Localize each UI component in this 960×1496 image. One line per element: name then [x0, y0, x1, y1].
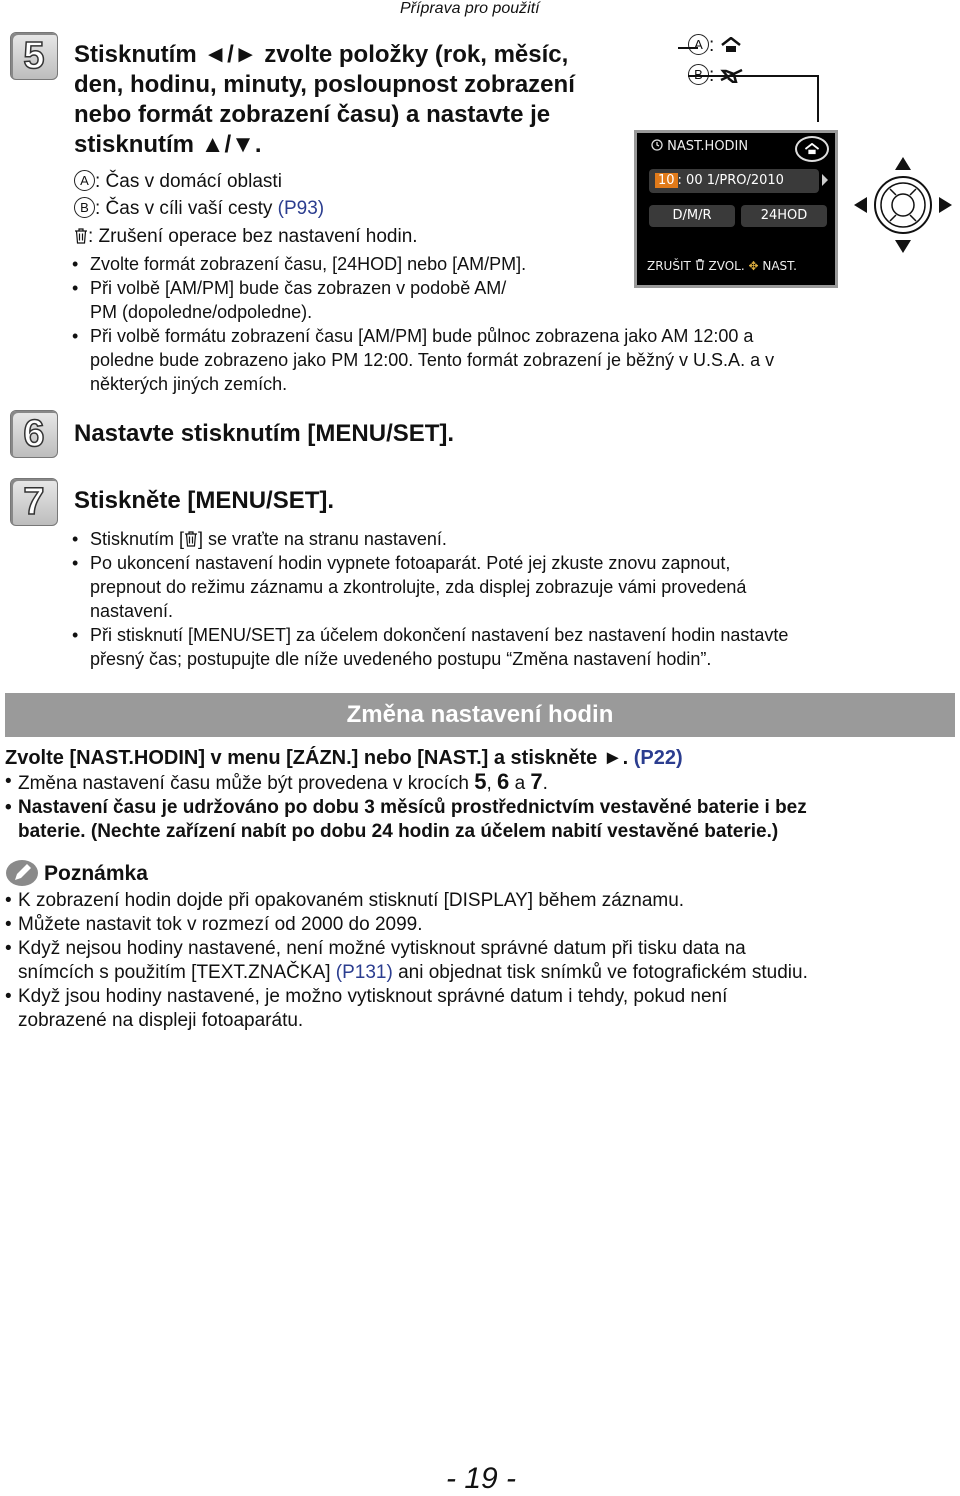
trash-icon — [695, 259, 705, 270]
bullet-text: Při volbě [AM/PM] bude čas zobrazen v podobě AM/ — [90, 278, 507, 298]
bullet-text: Když jsou hodiny nastavené, je možno vytisknout správné datum i tehdy, pokud není — [18, 986, 728, 1007]
bullet-text: K zobrazení hodin dojde při opakovaném stisknutí [DISPLAY] během záznamu. — [18, 890, 685, 911]
home-icon-highlight — [795, 136, 829, 162]
note-icon — [5, 858, 39, 888]
time-rest-field: : 00 1/PRO/2010 — [677, 173, 784, 188]
trash-icon — [184, 531, 198, 547]
page-link-p93[interactable]: (P93) — [277, 198, 325, 219]
cancel-text: : Zrušení operace bez nastavení hodin. — [88, 226, 418, 247]
list-item: • Po ukoncení nastavení hodin vypnete fotoaparát. Poté jej zkuste znovu zapnout, prepnout do režimu záznamu a zkontrolujte, zda displej zobrazuje vámi provedená nastavení. — [72, 553, 747, 621]
home-icon — [804, 143, 820, 155]
list-item: • Při stisknutí [MENU/SET] za účelem dokončení nastavení bez nastavení hodin nastavte přesný čas; postupujte dle níže uvedeného postupu “Změna nastavení hodin”. — [72, 625, 789, 669]
section-lead — [5, 746, 807, 770]
bullet-text: Když nejsou hodiny nastavené, není možné vytisknout správné datum při tisku data na — [18, 938, 746, 959]
camera-screen-title: NAST.HODIN — [667, 139, 749, 154]
step5-title-line: den, hodinu, minuty, posloupnost zobrazení — [74, 71, 575, 98]
bullet-text: Při stisknutí [MENU/SET] za účelem dokončení nastavení bez nastavení hodin nastavte — [90, 625, 789, 645]
destination-time-line — [74, 197, 324, 221]
list-item: • Stisknutím [ ] se vraťte na stranu nastavení. — [72, 529, 447, 549]
list-item: • Při volbě [AM/PM] bude čas zobrazen v podobě AM/ PM (dopoledne/odpoledne). — [72, 278, 507, 322]
bullet-text: Změna nastavení času může být provedena v krocích — [18, 773, 475, 794]
hour-field[interactable]: 10 — [655, 173, 678, 188]
bullet-text: zobrazené na displeji fotoaparátu. — [18, 1010, 304, 1031]
bullet-text: poledne bude zobrazeno jako PM 12:00. Tento formát zobrazení je běžný v U.S.A. a v — [90, 350, 775, 370]
home-time-text: : Čas v domácí oblasti — [95, 171, 282, 192]
bullet-text: přesný čas; postupujte dle níže uvedeného postupu “Změna nastavení hodin”. — [90, 649, 712, 669]
step7-bullet-list — [72, 527, 788, 671]
bullet-text: Zvolte formát zobrazení času, [24HOD] nebo [AM/PM]. — [90, 254, 527, 274]
bullet-text: ] se vraťte na stranu nastavení. — [198, 529, 447, 549]
date-order-button[interactable]: D/M/R — [649, 205, 735, 227]
datetime-row[interactable] — [649, 169, 819, 193]
select-label: ZVOL. — [708, 259, 745, 273]
label-a-icon: A — [74, 170, 95, 191]
destination-time-text: : Čas v cíli vaší cesty — [95, 198, 278, 219]
clock-icon — [651, 139, 663, 151]
step5-title-line: nebo formát zobrazení času) a nastavte je — [74, 101, 551, 128]
step-ref-6: 6 — [497, 769, 510, 794]
cancel-label: ZRUŠIT — [647, 259, 691, 273]
bullet-text: Při volbě formátu zobrazení času [AM/PM] bude půlnoc zobrazena jako AM 12:00 a — [90, 326, 754, 346]
step-number-7: 7 — [10, 478, 58, 526]
section-content — [5, 746, 807, 844]
bullet-text: snímcích s použitím [TEXT.ZNAČKA] — [18, 962, 336, 983]
camera-screen — [634, 130, 838, 288]
bullet-text: Stisknutím [ — [90, 529, 185, 549]
step5-title-line: stisknutím ▲/▼. — [74, 131, 262, 158]
time-format-button[interactable]: 24HOD — [741, 205, 827, 227]
dpad-mini-icon: ✥ — [748, 259, 759, 273]
list-item: • Můžete nastavit tok v rozmezí od 2000 do 2099. — [5, 914, 423, 935]
label-b-icon: B — [74, 197, 95, 218]
right-arrow-icon — [822, 174, 828, 186]
list-item: • Nastavení času je udržováno po dobu 3 měsíců prostřednictvím vestavěné baterie i bez baterie. (Nechte zařízení nabít po dobu 24 hodin za účelem nabití vestavěné baterie.) — [5, 797, 807, 842]
bullet-text: prepnout do režimu záznamu a zkontrolujte, zda displej zobrazuje vámi provedená — [90, 577, 747, 597]
label-a-icon: A — [688, 34, 709, 55]
bullet-text: Po ukoncení nastavení hodin vypnete fotoaparát. Poté jej zkuste znovu zapnout, — [90, 553, 731, 573]
bullet-text: . — [542, 773, 548, 794]
bullet-text: Nastavení času je udržováno po dobu 3 měsíců prostřednictvím vestavěné baterie i bez — [18, 797, 807, 818]
bullet-text: Můžete nastavit tok v rozmezí od 2000 do 2099. — [18, 914, 423, 935]
step-number-6: 6 — [10, 410, 58, 458]
list-item: • Když nejsou hodiny nastavené, není možné vytisknout správné datum při tisku data na snímcích s použitím [TEXT.ZNAČKA] (P131) ani objednat tisk snímků ve fotografickém studiu. — [5, 938, 808, 983]
step-number-5: 5 — [10, 32, 58, 80]
list-item: • Zvolte formát zobrazení času, [24HOD] nebo [AM/PM]. — [72, 254, 527, 274]
home-time-line — [74, 170, 282, 194]
step5-title-line: Stisknutím ◄/► zvolte položky (rok, měsíc, — [74, 41, 569, 68]
section-title-bar: Změna nastavení hodin — [5, 693, 955, 737]
list-item: • Při volbě formátu zobrazení času [AM/PM] bude půlnoc zobrazena jako AM 12:00 a poledne bude zobrazeno jako PM 12:00. Tento formát zobrazení je běžný v U.S.A. a v některých jiných zemích. — [72, 326, 775, 394]
dpad-icon — [852, 155, 954, 255]
legend-colon: : — [709, 65, 715, 86]
running-header: Příprava pro použití — [400, 0, 540, 17]
trash-icon — [74, 228, 88, 244]
cancel-line — [74, 225, 418, 249]
bullet-text: některých jiných zemích. — [90, 374, 288, 394]
list-item: • Když jsou hodiny nastavené, je možno vytisknout správné datum i tehdy, pokud není zobrazené na displeji fotoaparátu. — [5, 986, 728, 1031]
camera-footer — [647, 259, 797, 273]
page-link-p22[interactable]: (P22) — [633, 747, 683, 769]
bullet-text: nastavení. — [90, 601, 174, 621]
note-list — [5, 889, 808, 1033]
set-label: NAST. — [762, 259, 797, 273]
lead-text: Zvolte [NAST.HODIN] v menu [ZÁZN.] nebo [NAST.] a stiskněte ►. — [5, 747, 634, 769]
bullet-text: PM (dopoledne/odpoledne). — [90, 302, 313, 322]
step6-title: Nastavte stisknutím [MENU/SET]. — [74, 420, 455, 447]
bullet-text: ani objednat tisk snímků ve fotografickém studiu. — [392, 962, 808, 983]
legend-colon: : — [709, 35, 715, 56]
step-ref-7: 7 — [530, 769, 543, 794]
list-item: • Změna nastavení času může být provedena v krocích 5, 6 a 7. — [5, 769, 548, 794]
step-ref-5: 5 — [474, 769, 487, 794]
page-number: - 19 - — [446, 1462, 517, 1495]
note-title: Poznámka — [44, 862, 148, 885]
bullet-text: , — [486, 773, 498, 794]
list-item: • K zobrazení hodin dojde při opakovaném stisknutí [DISPLAY] během záznamu. — [5, 890, 685, 911]
camera-screen-title-row — [651, 139, 748, 154]
step5-title — [74, 40, 575, 160]
label-b-icon: B — [688, 64, 709, 85]
page-link-p131[interactable]: (P131) — [335, 962, 393, 983]
step7-title: Stiskněte [MENU/SET]. — [74, 487, 335, 514]
bullet-text: a — [509, 773, 531, 794]
bullet-text: baterie. (Nechte zařízení nabít po dobu 24 hodin za účelem nabití vestavěné baterie.) — [18, 821, 779, 842]
